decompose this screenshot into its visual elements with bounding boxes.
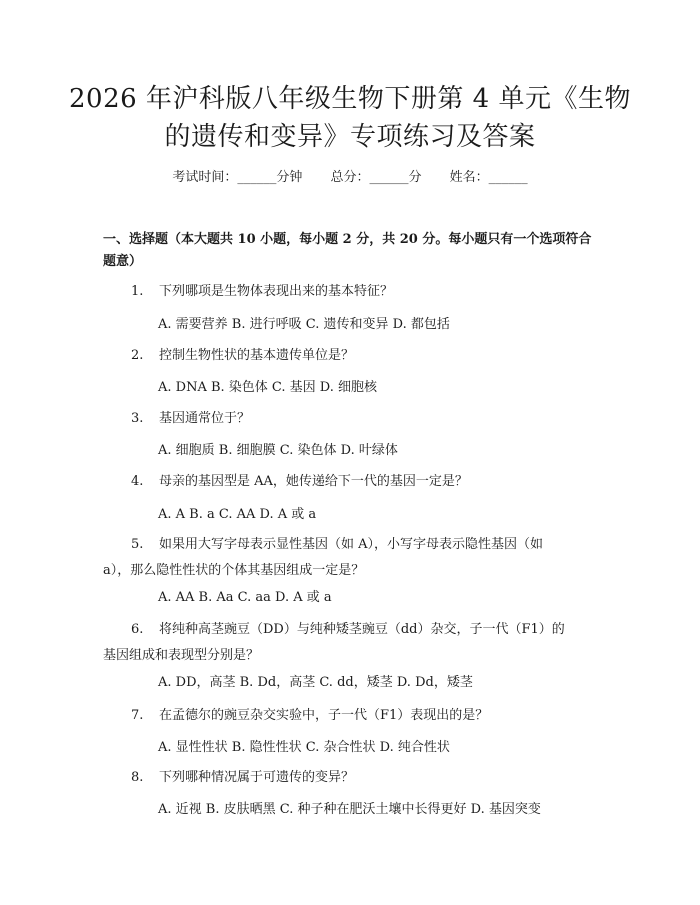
- question-text: 控制生物性状的基本遗传单位是？: [159, 348, 355, 363]
- question-7: [131, 706, 591, 726]
- section-heading: 一、选择题（本大题共 10 小题，每小题 2 分，共 20 分。每小题只有一个选项符合题意）: [103, 232, 592, 269]
- question-5: [103, 532, 573, 584]
- question-6-options: A. DD，高茎 B. Dd，高茎 C. dd，矮茎 D. Dd，矮茎: [158, 675, 473, 690]
- question-text: 在孟德尔的豌豆杂交实验中，子一代（F1）表现出的是？: [159, 708, 489, 723]
- exam-info: [0, 168, 700, 188]
- question-number: 3.: [131, 411, 144, 426]
- question-7-options: A. 显性性状 B. 隐性性状 C. 杂合性状 D. 纯合性状: [158, 740, 450, 755]
- score-field: 总分：______分: [330, 170, 422, 185]
- question-6: [103, 617, 573, 669]
- question-number: 4.: [131, 474, 144, 489]
- question-number: 6.: [131, 622, 144, 637]
- question-text: 将纯种高茎豌豆（DD）与纯种矮茎豌豆（dd）杂交，子一代（F1）的基因组成和表现型分别是？: [103, 622, 565, 663]
- question-text: 基因通常位于？: [159, 411, 251, 426]
- document-title: 2026 年沪科版八年级生物下册第 4 单元《生物的遗传和变异》专项练习及答案: [68, 84, 631, 152]
- question-3: [131, 409, 591, 429]
- question-text: 下列哪种情况属于可遗传的变异？: [159, 770, 355, 785]
- question-number: 7.: [131, 708, 144, 723]
- question-text: 下列哪项是生物体表现出来的基本特征？: [159, 284, 394, 299]
- question-text: 母亲的基因型是 AA，她传递给下一代的基因一定是？: [159, 474, 468, 489]
- question-1: [131, 282, 591, 302]
- question-2: [131, 346, 591, 366]
- question-number: 5.: [131, 537, 144, 552]
- question-4-options: A. A B. a C. AA D. A 或 a: [158, 507, 317, 522]
- question-text: 如果用大写字母表示显性基因（如 A），小写字母表示隐性基因（如 a），那么隐性性状的个体其基因组成一定是？: [103, 537, 544, 578]
- question-5-options: A. AA B. Aa C. aa D. A 或 a: [158, 590, 332, 605]
- question-8-options: A. 近视 B. 皮肤晒黑 C. 种子种在肥沃土壤中长得更好 D. 基因突变: [158, 802, 541, 817]
- name-field: 姓名：______: [449, 170, 528, 185]
- question-2-options: A. DNA B. 染色体 C. 基因 D. 细胞核: [158, 380, 378, 395]
- question-number: 1.: [131, 284, 144, 299]
- question-4: [131, 472, 591, 492]
- exam-time-field: 考试时间：______分钟: [172, 170, 303, 185]
- question-number: 8.: [131, 770, 144, 785]
- question-1-options: A. 需要营养 B. 进行呼吸 C. 遗传和变异 D. 都包括: [158, 317, 450, 332]
- question-8: [131, 768, 591, 788]
- question-number: 2.: [131, 348, 144, 363]
- question-3-options: A. 细胞质 B. 细胞膜 C. 染色体 D. 叶绿体: [158, 443, 398, 458]
